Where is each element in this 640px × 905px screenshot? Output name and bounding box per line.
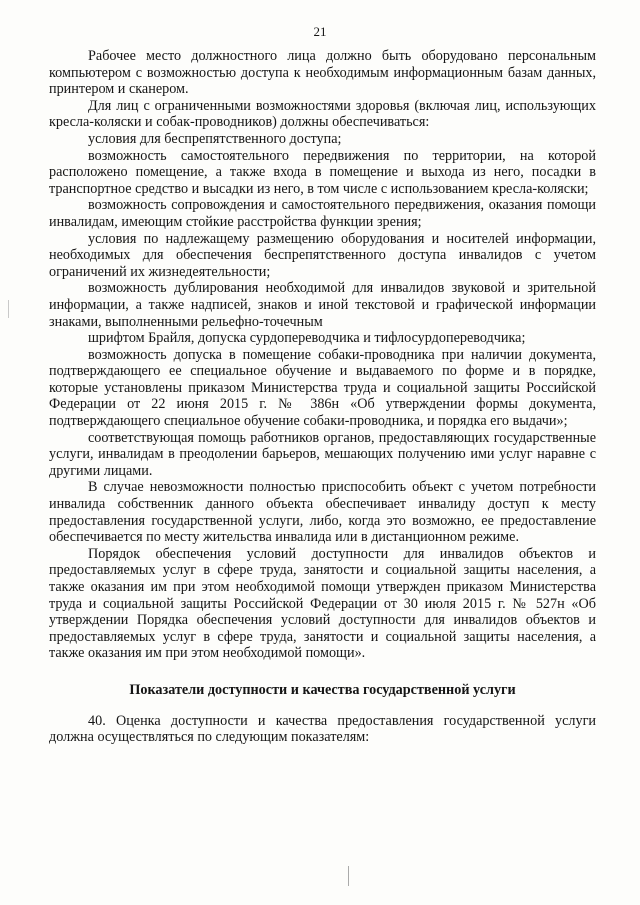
list-item-guide-dog-admission: возможность допуска в помещение собаки-проводника при наличии документа, подтверждающего ее специальное обучение и выдаваемого по форме и в порядке, которые установлены приказом Министерства труда и социальной защиты Российской Федерации от 22 июня 2015 г. № 386н «Об утверждении формы документа, подтверждающего специальное обучение собаки-проводника, и порядка его выдачи»; <box>49 346 596 430</box>
list-item-information-duplication: возможность дублирования необходимой для инвалидов звуковой и зрительной информации, а также надписей, знаков и иной текстовой и графической информации знаками, выполненными рельефно-точечным <box>49 280 596 330</box>
paragraph-impossible-adaptation: В случае невозможности полностью приспособить объект с учетом потребности инвалида собственник данного объекта обеспечивает инвалиду доступ к месту предоставления государственной услуги, либо, когда это возможно, ее предоставление обеспечивается по месту жительства инвалида или в дистанционном режиме. <box>49 479 596 546</box>
document-body <box>49 48 596 746</box>
list-item-access-conditions: условия для беспрепятственного доступа; <box>88 130 342 147</box>
scan-margin-mark <box>8 300 9 318</box>
list-item-equipment-placement: условия по надлежащему размещению оборудования и носителей информации, необходимых для обеспечения беспрепятственного доступа инвалидов с учетом ограничений их жизнедеятельности; <box>49 230 596 280</box>
paragraph-item-40: 40. Оценка доступности и качества предоставления государственной услуги должна осуществляться по следующим показателям: <box>49 712 596 746</box>
list-item-escort-assistance: возможность сопровождения и самостоятельного передвижения, оказания помощи инвалидам, имеющим стойкие расстройства функции зрения; <box>49 197 596 230</box>
list-item-independent-movement: возможность самостоятельного передвижения по территории, на которой расположено помещение, а также входа в помещение и выхода из него, посадки в транспортное средство и высадки из него, в том числе с использованием кресла-коляски; <box>49 147 596 197</box>
paragraph-workplace: Рабочее место должностного лица должно быть оборудовано персональным компьютером с возможностью доступа к необходимым информационным базам данных, принтером и сканером. <box>49 48 596 98</box>
scan-center-mark <box>348 866 349 886</box>
page-number: 21 <box>313 24 327 39</box>
list-item-braille-continuation: шрифтом Брайля, допуска сурдопереводчика и тифлосурдопереводчика; <box>88 330 526 347</box>
section-heading: Показатели доступности и качества государственной услуги <box>129 681 516 698</box>
list-item-staff-assistance: соответствующая помощь работников органов, предоставляющих государственные услуги, инвалидам в преодолении барьеров, мешающих получению ими услуг наравне с другими лицами. <box>49 429 596 479</box>
paragraph-disabled-persons-intro: Для лиц с ограниченными возможностями здоровья (включая лиц, использующих кресла-коляски и собак-проводников) должны обеспечиваться: <box>49 97 596 131</box>
paragraph-accessibility-procedure: Порядок обеспечения условий доступности для инвалидов объектов и предоставляемых услуг в сфере труда, занятости и социальной защиты населения, а также оказания им при этом необходимой помощи утвержден приказом Министерства труда и социальной защиты Российской Федерации от 30 июля 2015 г. № 527н «Об утверждении Порядка обеспечения условий доступности для инвалидов объектов и предоставляемых услуг в сфере труда, занятости и социальной защиты населения, а также оказания им при этом необходимой помощи». <box>49 545 596 662</box>
